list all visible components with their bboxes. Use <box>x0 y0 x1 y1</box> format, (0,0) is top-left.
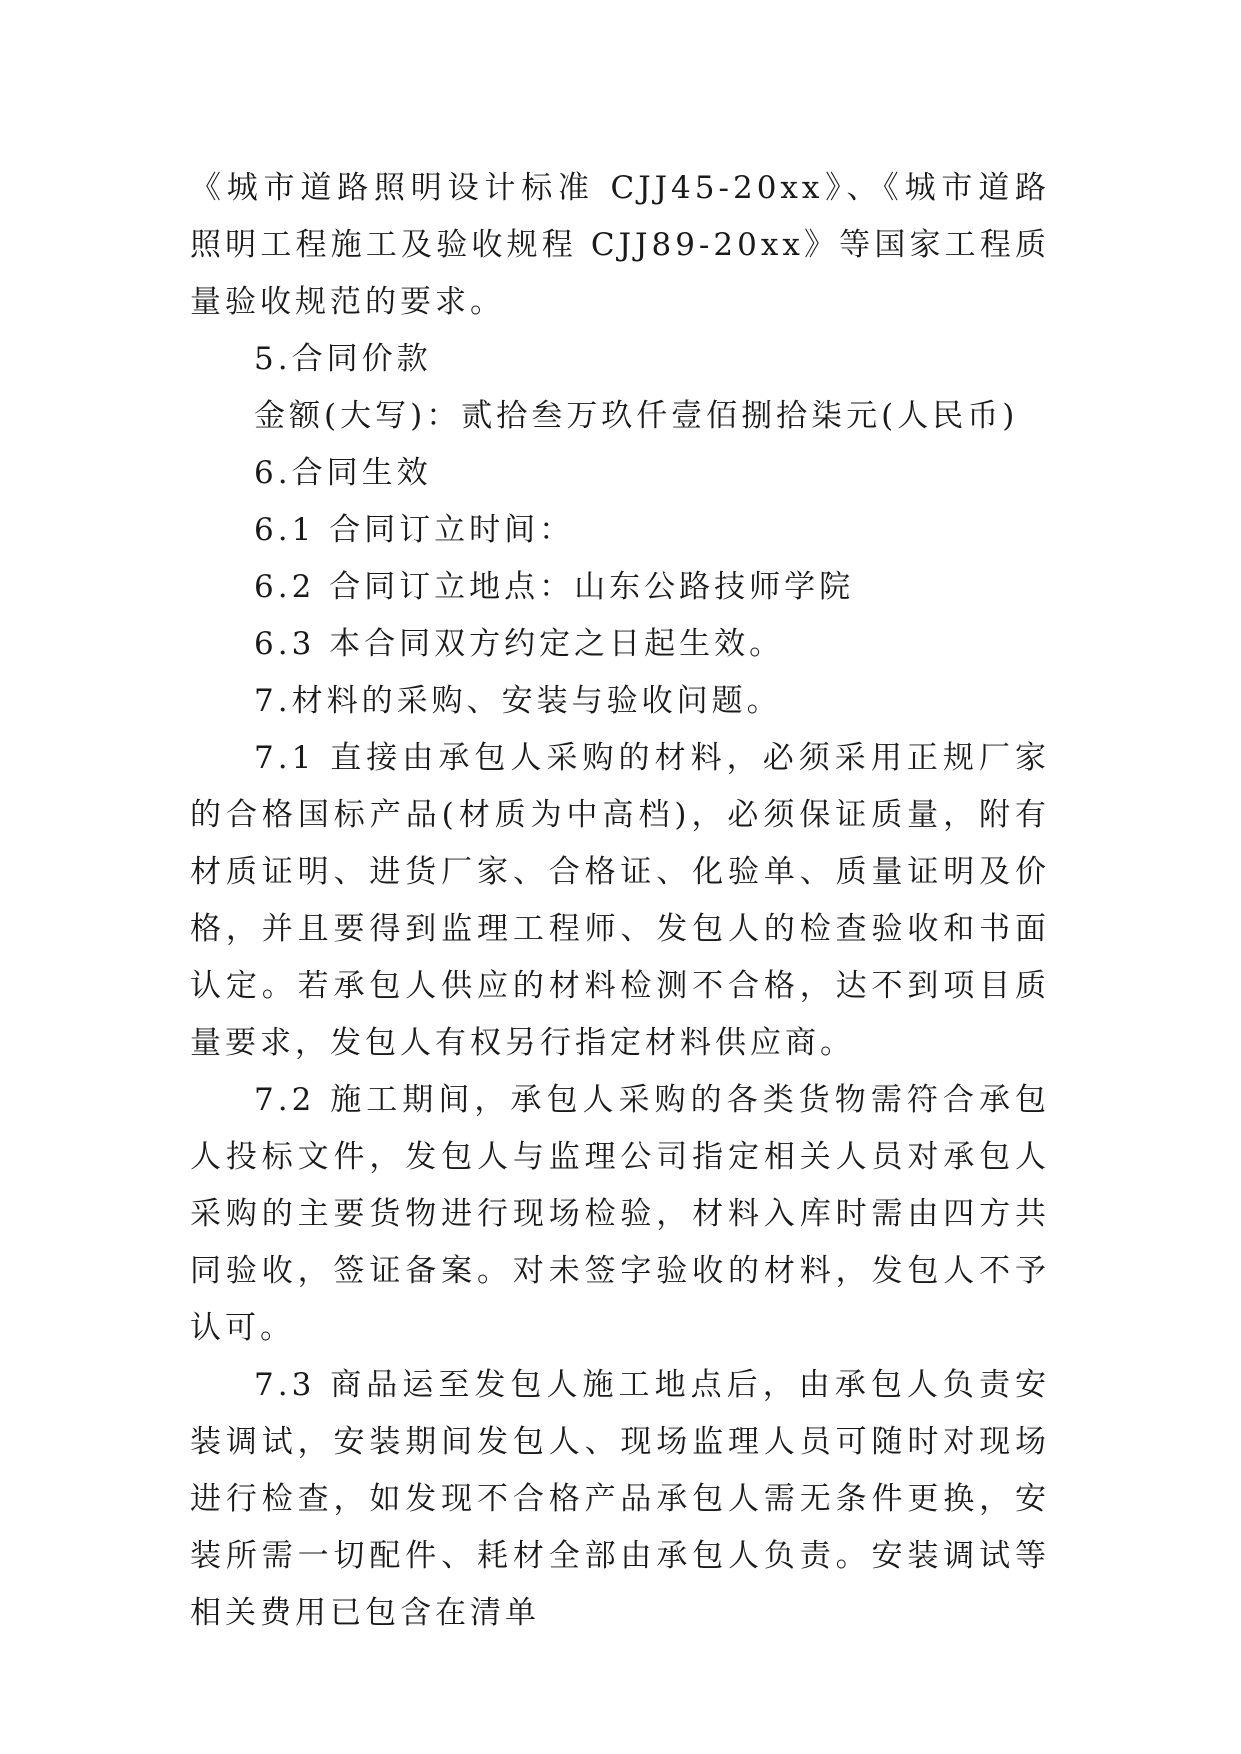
heading-materials: 7.材料的采购、安装与验收问题。 <box>254 683 782 719</box>
heading-contract-price: 5.合同价款 <box>254 341 432 377</box>
document-body <box>190 160 1050 1642</box>
clause-7-1: 7.1 直接由承包人采购的材料，必须采用正规厂家的合格国标产品(材质为中高档)，必须保证质量，附有材质证明、进货厂家、合格证、化验单、质量证明及价格，并且要得到监理工程师、发包人的检查验收和书面认定。若承包人供应的材料检测不合格，达不到项目质量要求，发包人有权另行指定材料供应商。 <box>190 740 1050 1061</box>
clause-6-1: 6.1 合同订立时间： <box>254 512 575 548</box>
clause-6-2: 6.2 合同订立地点：山东公路技师学院 <box>254 569 855 605</box>
clause-6-3: 6.3 本合同双方约定之日起生效。 <box>254 626 785 662</box>
heading-contract-effect: 6.合同生效 <box>254 455 432 491</box>
paragraph-standards-continuation: 《城市道路照明设计标准 CJJ45-20xx》、《城市道路照明工程施工及验收规程 CJJ89-20xx》等国家工程质量验收规范的要求。 <box>190 170 1050 320</box>
clause-7-2: 7.2 施工期间，承包人采购的各类货物需符合承包人投标文件，发包人与监理公司指定相关人员对承包人采购的主要货物进行现场检验，材料入库时需由四方共同验收，签证备案。对未签字验收的材料，发包人不予认可。 <box>190 1082 1050 1346</box>
clause-7-3: 7.3 商品运至发包人施工地点后，由承包人负责安装调试，安装期间发包人、现场监理人员可随时对现场进行检查，如发现不合格产品承包人需无条件更换，安装所需一切配件、耗材全部由承包人负责。安装调试等相关费用已包含在清单 <box>190 1367 1050 1631</box>
paragraph-amount: 金额(大写)：贰拾叁万玖仟壹佰捌拾柒元(人民币) <box>254 398 1019 434</box>
